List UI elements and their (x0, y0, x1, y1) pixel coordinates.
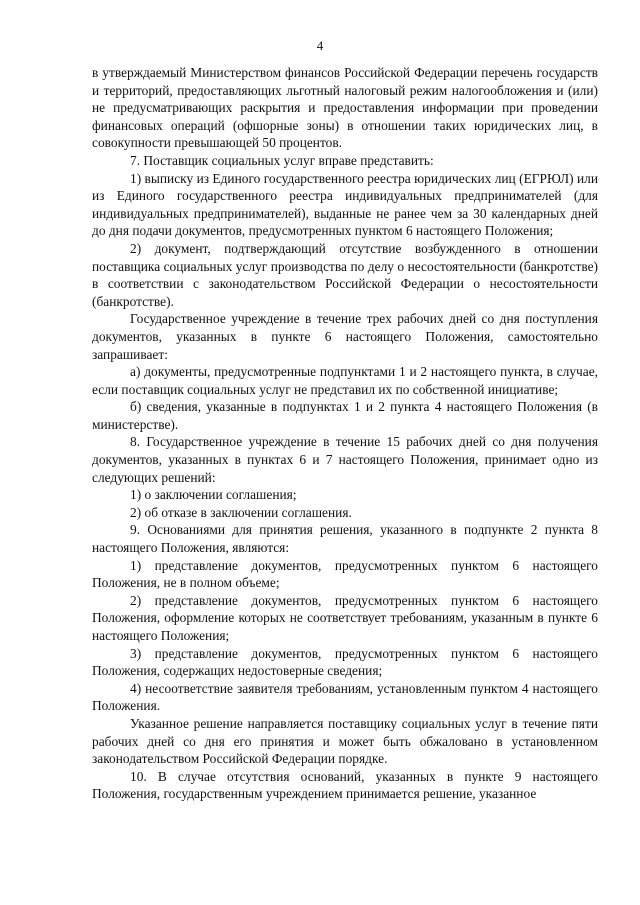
paragraph-item-7-2: 2) документ, подтверждающий отсутствие возбужденного в отношении поставщика социальных услуг производства по делу о несостоятельности (банкротстве) в соответствии с законодательством Российской Федерации о несостоятельности (банкротстве). (92, 240, 598, 309)
paragraph-item-8: 8. Государственное учреждение в течение 15 рабочих дней со дня получения документов, указанных в пунктах 6 и 7 настоящего Положения, принимает одно из следующих решений: (92, 434, 598, 485)
paragraph-item-10: 10. В случае отсутствия оснований, указанных в пункте 9 настоящего Положения, государственным учреждением принимается решение, указанное (92, 768, 598, 802)
paragraph-request-b: б) сведения, указанные в подпунктах 1 и 2 пункта 4 настоящего Положения (в министерстве). (92, 399, 598, 432)
page-number: 4 (316, 38, 324, 53)
paragraph-item-8-2: 2) об отказе в заключении соглашения. (130, 504, 352, 520)
paragraph-item-9: 9. Основаниями для принятия решения, указанного в подпункте 2 пункта 8 настоящего Положения, являются: (92, 522, 598, 556)
paragraph-item-9-1: 1) представление документов, предусмотренных пунктом 6 настоящего Положения, не в полном объеме; (92, 557, 598, 591)
paragraph-request-a: а) документы, предусмотренные подпунктами 1 и 2 настоящего пункта, в случае, если поставщик социальных услуг не представил их по собственной инициативе; (92, 364, 598, 397)
paragraph-item-7: 7. Поставщик социальных услуг вправе представить: (130, 152, 434, 168)
paragraph-decision-notice: Указанное решение направляется поставщику социальных услуг в течение пяти рабочих дней со дня его принятия и может быть обжаловано в установленном законодательством Российской Федерации порядке. (92, 715, 598, 767)
document-body (92, 64, 598, 803)
paragraph-item-9-4: 4) несоответствие заявителя требованиям, установленным пунктом 4 настоящего Положения. (92, 680, 598, 714)
paragraph-item-9-3: 3) представление документов, предусмотренных пунктом 6 настоящего Положения, содержащих недостоверные сведения; (92, 645, 598, 679)
paragraph-item-7-1: 1) выписку из Единого государственного реестра юридических лиц (ЕГРЮЛ) или из Единого государственного реестра индивидуальных предпринимателей (для индивидуальных предпринимателей), выданные не ранее чем за 30 календарных дней до дня подачи документов, предусмотренных пунктом 6 настоящего Положения; (92, 170, 598, 239)
paragraph-continuation: в утверждаемый Министерством финансов Российской Федерации перечень государств и территорий, предоставляющих льготный налоговый режим налогообложения и (или) не предусматривающих раскрытия и предоставления информации при проведении финансовых операций (офшорные зоны) в отношении таких юридических лиц, в совокупности превышающей 50 процентов. (92, 65, 598, 151)
paragraph-request: Государственное учреждение в течение трех рабочих дней со дня поступления документов, указанных в пункте 6 настоящего Положения, самостоятельно запрашивает: (92, 311, 598, 362)
paragraph-item-8-1: 1) о заключении соглашения; (130, 487, 297, 503)
paragraph-item-9-2: 2) представление документов, предусмотренных пунктом 6 настоящего Положения, оформление которых не соответствует требованиям, указанным в пункте 6 настоящего Положения; (92, 592, 598, 643)
